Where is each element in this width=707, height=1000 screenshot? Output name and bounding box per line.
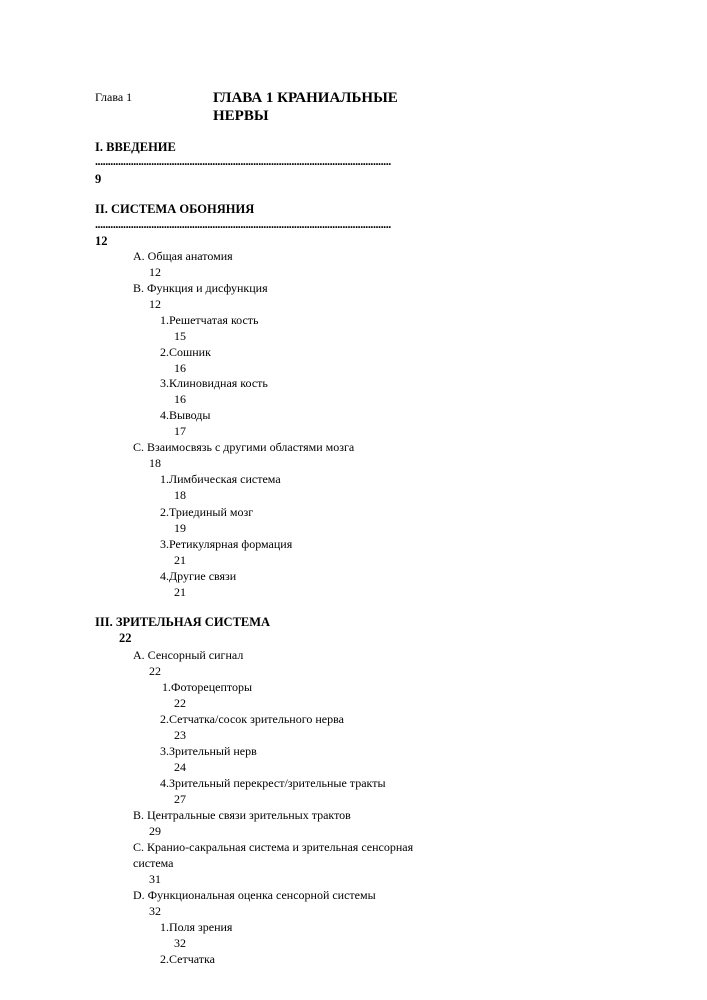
toc-subentry-page: 32 [174,936,186,950]
toc-page-number: 12 [95,234,108,248]
toc-entry: C. Кранио-сакральная система и зрительная сенсорная [133,840,414,854]
toc-subentry: 3.Ретикулярная формация [160,537,293,551]
toc-subentry-page: 18 [174,488,186,502]
toc-subentry: 2.Сошник [160,345,211,359]
toc-subentry-page: 24 [174,760,186,774]
toc-entry-page: 31 [149,872,161,886]
toc-entry-continued: система [133,856,174,870]
toc-subentry: 1.Лимбическая система [160,472,281,486]
toc-entry: D. Функциональная оценка сенсорной системы [133,888,376,902]
toc-subentry-page: 21 [174,553,186,567]
toc-entry: B. Центральные связи зрительных трактов [133,808,351,822]
toc-subentry: 4.Выводы [160,408,211,422]
toc-subentry-page: 15 [174,329,186,343]
toc-subentry: 1.Фоторецепторы [162,680,253,694]
toc-subentry-page: 19 [174,521,186,535]
chapter-title-line2: НЕРВЫ [213,108,269,124]
toc-subentry: 1.Решетчатая кость [160,313,259,327]
toc-subentry: 1.Поля зрения [160,920,233,934]
toc-section-title: III. ЗРИТЕЛЬНАЯ СИСТЕМА [95,615,271,629]
toc-subentry-page: 27 [174,792,186,806]
toc-subentry: 2.Триединый мозг [160,505,254,519]
toc-subentry: 2.Сетчатка/сосок зрительного нерва [160,712,344,726]
toc-subentry-page: 21 [174,585,186,599]
toc-subentry: 3.Клиновидная кость [160,376,268,390]
toc-subentry: 2.Сетчатка [160,952,215,966]
toc-entry-page: 32 [149,904,161,918]
toc-subentry-page: 22 [174,696,186,710]
chapter-title-line1: ГЛАВА 1 КРАНИАЛЬНЫЕ [213,90,398,106]
toc-section-title: II. СИСТЕМА ОБОНЯНИЯ [95,202,255,216]
toc-subentry-page: 16 [174,392,186,406]
toc-entry-page: 29 [149,824,161,838]
toc-subentry: 4.Зрительный перекрест/зрительные тракты [160,776,386,790]
toc-entry-page: 12 [149,297,161,311]
toc-entry-page: 12 [149,265,161,279]
toc-section-title: I. ВВЕДЕНИЕ [95,140,176,154]
toc-entry: B. Функция и дисфункция [133,281,268,295]
toc-subentry: 4.Другие связи [160,569,237,583]
toc-subentry-page: 17 [174,424,186,438]
running-chapter-label: Глава 1 [95,90,133,104]
toc-entry: C. Взаимосвязь с другими областями мозга [133,440,355,454]
toc-leader-dots: .................................................................................................................... [95,217,391,231]
toc-subentry-page: 23 [174,728,186,742]
toc-entry-page: 18 [149,456,161,470]
toc-subentry: 3.Зрительный нерв [160,744,257,758]
toc-entry: A. Общая анатомия [133,249,233,263]
toc-leader-dots: .................................................................................................................... [95,154,391,168]
toc-entry: A. Сенсорный сигнал [133,648,244,662]
toc-page-number: 22 [119,631,132,645]
toc-subentry-page: 16 [174,361,186,375]
toc-entry-page: 22 [149,664,161,678]
toc-page-number: 9 [95,172,102,186]
